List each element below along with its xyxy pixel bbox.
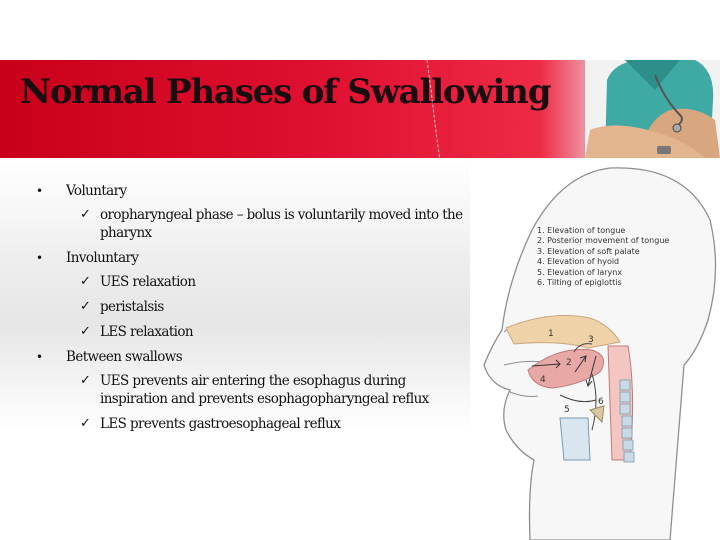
- subitem-text: LES prevents gastroesophageal reflux: [100, 416, 341, 432]
- check-icon: ✓: [80, 416, 91, 431]
- bullet-marker: •: [36, 184, 43, 198]
- swallowing-anatomy-diagram: [470, 160, 720, 540]
- bullet-label: Voluntary: [66, 183, 127, 199]
- check-icon: ✓: [80, 373, 91, 388]
- check-icon: ✓: [80, 274, 91, 289]
- diagram-marker-4: 4: [540, 375, 546, 385]
- legend-item: 5. Elevation of larynx: [537, 267, 623, 277]
- subitem-text: UES prevents air entering the esophagus during inspiration and prevents esophagopharyngeal reflux: [100, 373, 429, 407]
- subitem-text: oropharyngeal phase – bolus is voluntarily moved into the pharynx: [100, 207, 463, 241]
- bullet-marker: •: [36, 251, 43, 265]
- bullet-between-swallows: [36, 348, 476, 366]
- bullet-marker: •: [36, 350, 43, 364]
- check-icon: ✓: [80, 324, 91, 339]
- check-icon: ✓: [80, 299, 91, 314]
- check-icon: ✓: [80, 207, 91, 222]
- legend-item: 4. Elevation of hyoid: [537, 257, 620, 267]
- subitem-ues-prevents-air: [36, 372, 476, 408]
- legend-item: 1. Elevation of tongue: [537, 226, 626, 235]
- subitem-les-prevents-reflux: [36, 415, 476, 433]
- bullet-label: Between swallows: [66, 349, 183, 365]
- legend-item: 6. Tilting of epiglottis: [537, 278, 622, 288]
- slide-title: Normal Phases of Swallowing: [20, 72, 551, 112]
- bullet-list: [36, 182, 476, 440]
- legend-item: 3. Elevation of soft palate: [537, 246, 640, 256]
- bullet-voluntary: [36, 182, 476, 200]
- diagram-marker-5: 5: [564, 405, 570, 415]
- legend-item: 2. Posterior movement of tongue: [537, 236, 670, 246]
- bullet-involuntary: [36, 249, 476, 267]
- diagram-legend: [537, 226, 669, 288]
- doctor-photo: [585, 60, 720, 158]
- bullet-label: Involuntary: [66, 250, 139, 266]
- diagram-marker-6: 6: [598, 397, 604, 407]
- subitem-text: LES relaxation: [100, 324, 193, 340]
- subitem-les-relaxation: [36, 323, 476, 341]
- subitem-text: UES relaxation: [100, 274, 196, 290]
- subitem-text: peristalsis: [100, 299, 164, 315]
- subitem-ues-relaxation: [36, 273, 476, 291]
- diagram-marker-3: 3: [588, 335, 594, 345]
- diagram-marker-2: 2: [566, 358, 572, 368]
- subitem-oropharyngeal-phase: [36, 206, 476, 242]
- subitem-peristalsis: [36, 298, 476, 316]
- diagram-marker-1: 1: [548, 329, 554, 339]
